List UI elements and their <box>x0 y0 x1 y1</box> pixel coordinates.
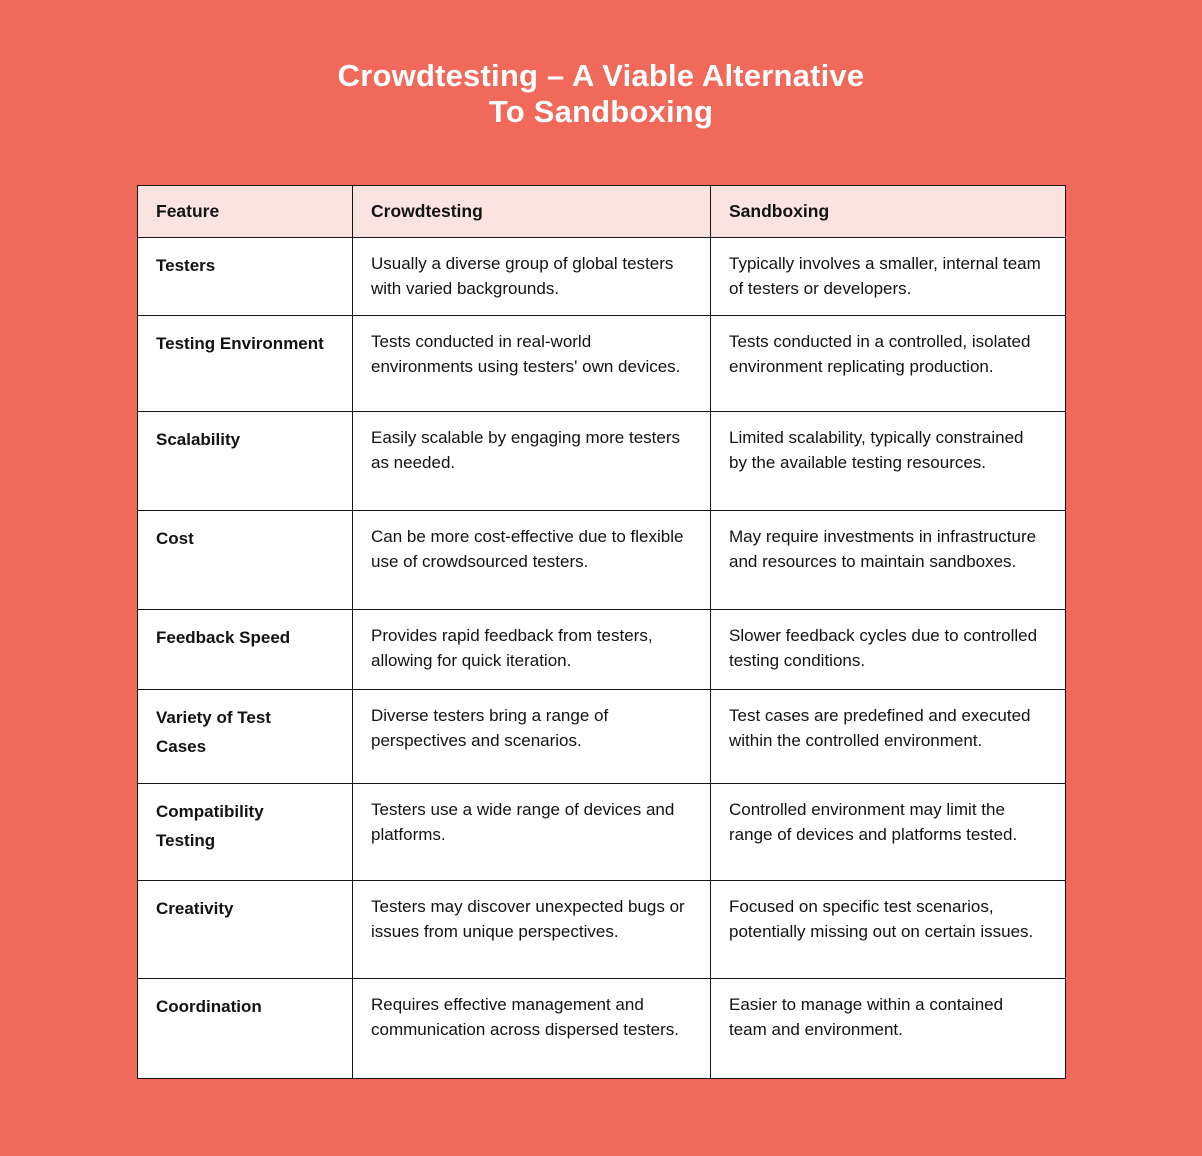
feature-cell: Cost <box>138 511 353 610</box>
feature-cell: Creativity <box>138 881 353 979</box>
sandboxing-cell: Focused on specific test scenarios, potentially missing out on certain issues. <box>711 881 1066 979</box>
feature-cell: Testers <box>138 238 353 316</box>
sandboxing-cell: Controlled environment may limit the range of devices and platforms tested. <box>711 784 1066 881</box>
feature-cell: Coordination <box>138 979 353 1079</box>
page-title-line1: Crowdtesting – A Viable Alternative <box>337 58 865 93</box>
table-row-variety-of-test-cases <box>138 690 1066 784</box>
feature-cell: Compatibility Testing <box>138 784 353 881</box>
feature-cell: Variety of Test Cases <box>138 690 353 784</box>
table-row-testers <box>138 238 1066 316</box>
crowdtesting-cell: Requires effective management and communication across dispersed testers. <box>353 979 711 1079</box>
sandboxing-cell: Test cases are predefined and executed within the controlled environment. <box>711 690 1066 784</box>
table-row-cost <box>138 511 1066 610</box>
table-header-row <box>138 186 1066 238</box>
table-row-compatibility-testing <box>138 784 1066 881</box>
sandboxing-cell: May require investments in infrastructure and resources to maintain sandboxes. <box>711 511 1066 610</box>
sandboxing-cell: Typically involves a smaller, internal team of testers or developers. <box>711 238 1066 316</box>
crowdtesting-cell: Easily scalable by engaging more testers as needed. <box>353 412 711 511</box>
crowdtesting-cell: Tests conducted in real-world environments using testers' own devices. <box>353 316 711 412</box>
crowdtesting-cell: Diverse testers bring a range of perspectives and scenarios. <box>353 690 711 784</box>
sandboxing-cell: Limited scalability, typically constrained by the available testing resources. <box>711 412 1066 511</box>
column-header-crowdtesting: Crowdtesting <box>353 186 711 238</box>
crowdtesting-cell: Testers use a wide range of devices and platforms. <box>353 784 711 881</box>
sandboxing-cell: Easier to manage within a contained team and environment. <box>711 979 1066 1079</box>
comparison-table <box>137 185 1066 1079</box>
sandboxing-cell: Tests conducted in a controlled, isolated environment replicating production. <box>711 316 1066 412</box>
sandboxing-cell: Slower feedback cycles due to controlled testing conditions. <box>711 610 1066 690</box>
feature-cell: Feedback Speed <box>138 610 353 690</box>
table-body <box>138 238 1066 1079</box>
feature-cell: Scalability <box>138 412 353 511</box>
table-row-feedback-speed <box>138 610 1066 690</box>
table-row-testing-environment <box>138 316 1066 412</box>
table-row-scalability <box>138 412 1066 511</box>
crowdtesting-cell: Provides rapid feedback from testers, allowing for quick iteration. <box>353 610 711 690</box>
crowdtesting-cell: Testers may discover unexpected bugs or issues from unique perspectives. <box>353 881 711 979</box>
column-header-sandboxing: Sandboxing <box>711 186 1066 238</box>
crowdtesting-cell: Can be more cost-effective due to flexible use of crowdsourced testers. <box>353 511 711 610</box>
column-header-feature: Feature <box>138 186 353 238</box>
table-row-coordination <box>138 979 1066 1079</box>
table-row-creativity <box>138 881 1066 979</box>
feature-cell: Testing Environment <box>138 316 353 412</box>
page-title <box>0 58 1202 130</box>
page-title-line2: To Sandboxing <box>488 94 714 129</box>
crowdtesting-cell: Usually a diverse group of global testers with varied backgrounds. <box>353 238 711 316</box>
table-header <box>138 186 1066 238</box>
